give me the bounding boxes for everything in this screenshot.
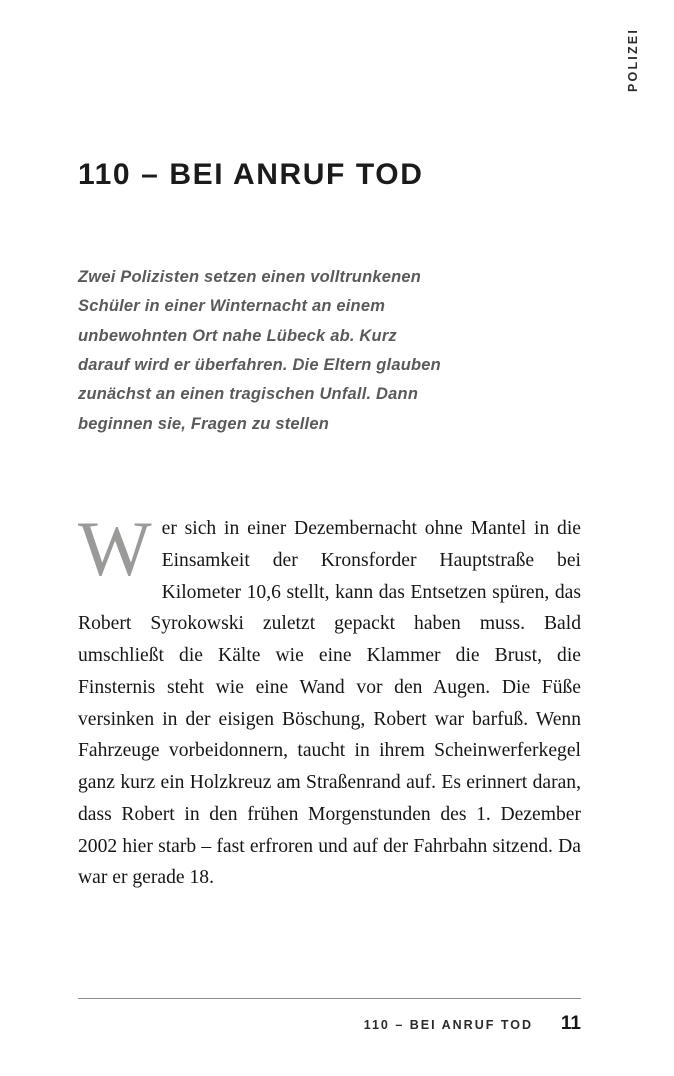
footer-divider <box>78 998 581 999</box>
page-number: 11 <box>560 1013 581 1034</box>
footer-chapter-title: 110 – BEI ANRUF TOD <box>363 1018 533 1032</box>
vertical-running-head: POLIZEI <box>626 28 640 93</box>
chapter-title: 110 – BEI ANRUF TOD <box>78 158 424 191</box>
page-content <box>78 0 581 894</box>
chapter-body-text: Wer sich in einer Dezembernacht ohne Mantel in die Einsamkeit der Kronsforder Hauptstraße bei Kilometer 10,6 stellt, kann das Entsetzen spüren, das Robert Syrokowski zuletzt gepackt haben muss. Bald umschließt die Kälte wie eine Klammer die Brust, die Finsternis steht wie eine Wand vor den Augen. Die Füße versinken in der eisigen Böschung, Robert war barfuß. Wenn Fahrzeuge vorbeidonnern, taucht in ihrem Scheinwerferkegel ganz kurz ein Holzkreuz am Straßenrand auf. Es erinnert daran, dass Robert in den frühen Morgenstunden des 1. Dezember 2002 hier starb – fast erfroren und auf der Fahrbahn sitzend. Da war er gerade 18. <box>78 505 581 889</box>
chapter-standfirst: Zwei Polizisten setzen einen volltrunkenen Schüler in einer Winternacht an einem unbewohnten Ort nahe Lübeck ab. Kurz darauf wird er überfahren. Die Eltern glauben zunächst an einen tragischen Unfall. Dann beginnen sie, Fragen zu stellen <box>78 268 441 433</box>
page-footer <box>78 998 581 1035</box>
footer-row <box>78 1013 581 1035</box>
